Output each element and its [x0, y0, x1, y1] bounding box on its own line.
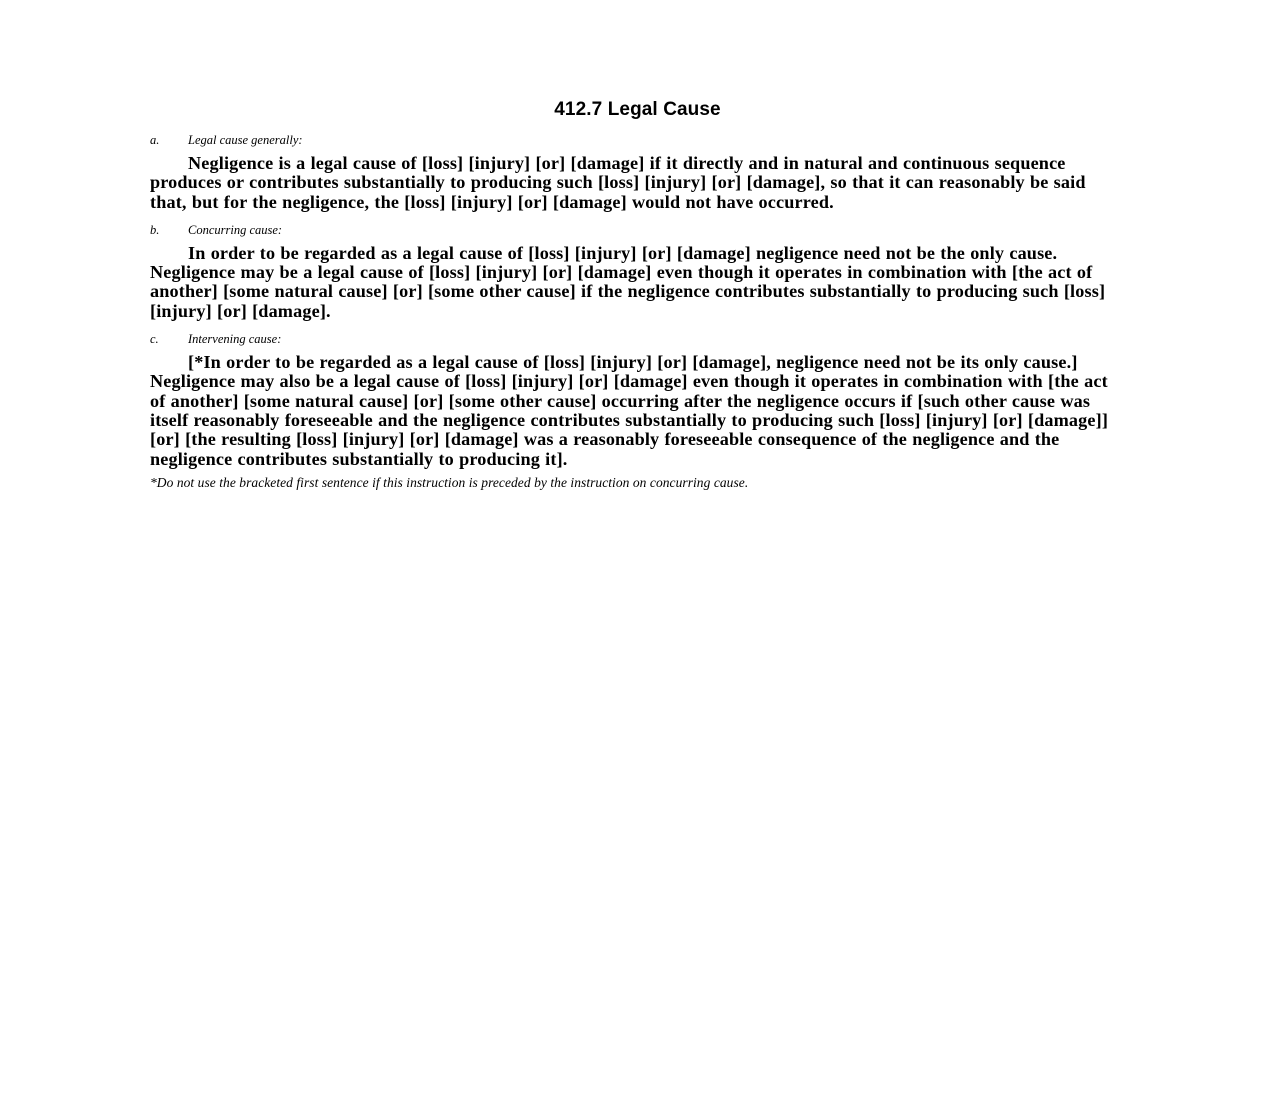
footnote: *Do not use the bracketed first sentence if this instruction is preceded by the instruction on concurring cause.: [150, 474, 749, 490]
section-heading: Legal cause generally:: [188, 133, 303, 147]
section-legal-cause-generally: [150, 132, 1125, 212]
section-intervening-cause: [150, 331, 1125, 469]
section-concurring-cause: [150, 222, 1125, 321]
section-label: [150, 132, 1125, 148]
section-label: [150, 331, 1125, 347]
page-title: 412.7 Legal Cause: [554, 99, 721, 120]
section-marker: a.: [150, 133, 160, 147]
section-body: [*In order to be regarded as a legal cause of [loss] [injury] [or] [damage], negligence need not be its only cause.] Negligence may also be a legal cause of [loss] [injury] [or] [damage] even though it operates in combination with [the act of another] [some natural cause] [or] [some other cause] occurring after the negligence occurs if [such other cause was itself reasonably foreseeable and the negligence contributes substantially to producing such [loss] [injury] [or] [damage]] [or] [the resulting [loss] [injury] [or] [damage] was a reasonably foreseeable consequence of the negligence and the negligence contributes substantially to producing it].: [150, 352, 1109, 469]
section-heading: Concurring cause:: [188, 222, 283, 237]
document-page: [150, 98, 1125, 491]
section-body: In order to be regarded as a legal cause of [loss] [injury] [or] [damage] negligence need not be the only cause. Negligence may be a legal cause of [loss] [injury] [or] [damage] even though it operates in combination with [the act of another] [some natural cause] [or] [some other cause] if the negligence contributes substantially to producing such [loss] [injury] [or] [damage].: [150, 242, 1106, 321]
section-heading: Intervening cause:: [188, 332, 282, 347]
section-marker: b.: [150, 222, 160, 237]
section-marker: c.: [150, 332, 159, 347]
section-label: [150, 222, 1125, 238]
section-body: Negligence is a legal cause of [loss] [injury] [or] [damage] if it directly and in natural and continuous sequence produces or contributes substantially to producing such [loss] [injury] [or] [damage], so that it can reasonably be said that, but for the negligence, the [loss] [injury] [or] [damage] would not have occurred.: [150, 153, 1086, 212]
